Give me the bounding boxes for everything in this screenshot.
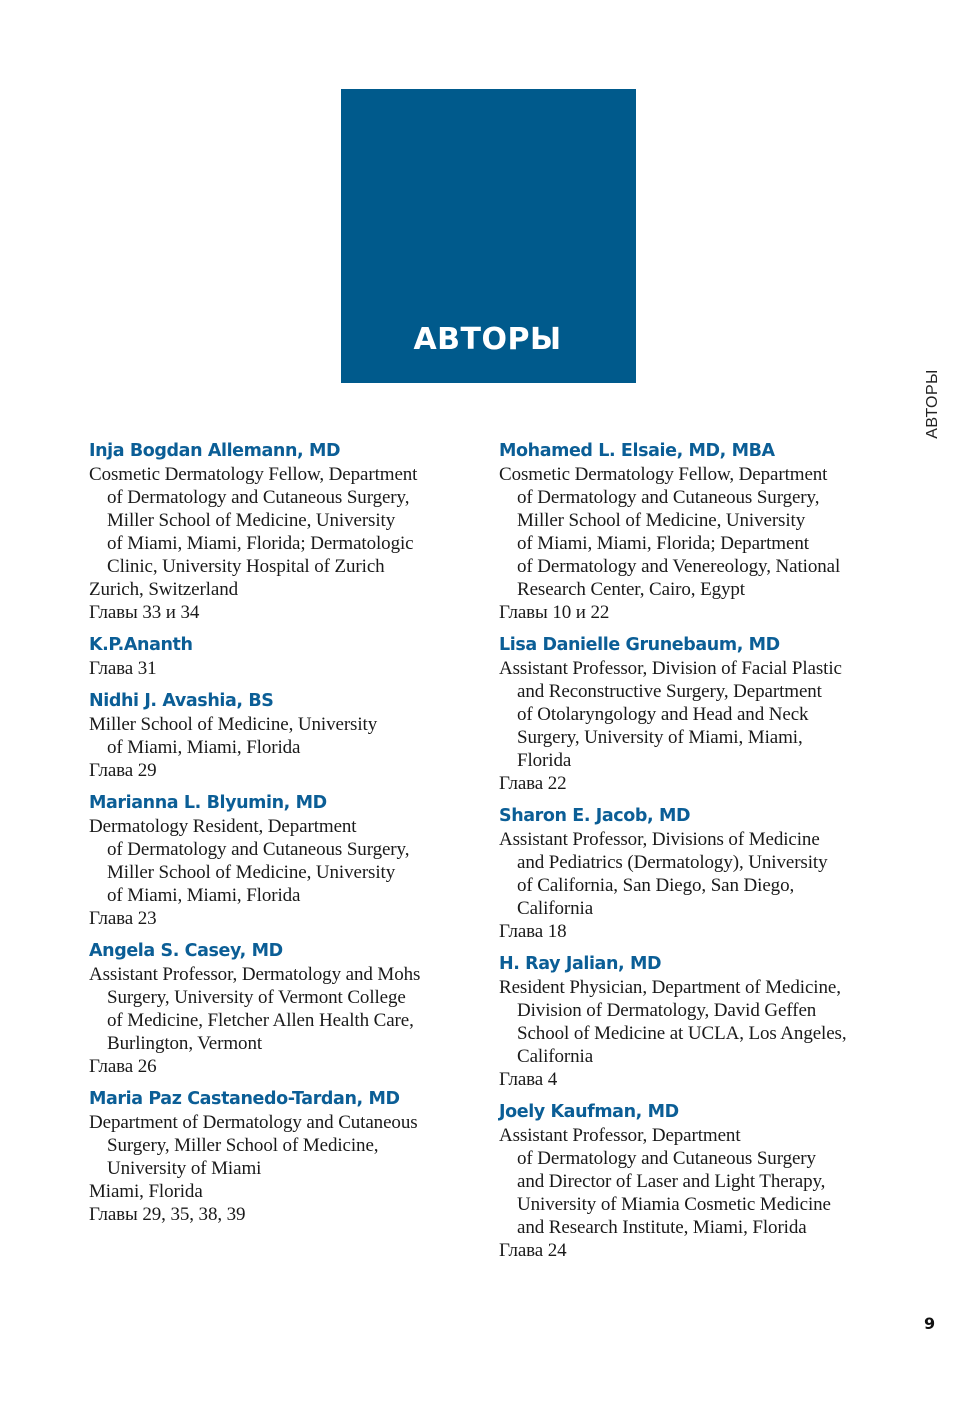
author-entry (499, 953, 899, 1091)
affiliation-line: Surgery, University of Miami, Miami, (517, 727, 803, 748)
affiliation-line: Глава 24 (499, 1240, 567, 1261)
affiliation-line: and Director of Laser and Light Therapy, (517, 1171, 826, 1192)
author-name: Joely Kaufman, MD (499, 1102, 679, 1122)
affiliation-line: Assistant Professor, Dermatology and Mohs (89, 964, 421, 985)
side-label-text: АВТОРЫ (924, 369, 942, 439)
author-name: Marianna L. Blyumin, MD (89, 793, 327, 813)
affiliation-line: Глава 22 (499, 773, 567, 794)
affiliation-line: Глава 23 (89, 908, 157, 929)
affiliation-line: Surgery, University of Vermont College (107, 987, 406, 1008)
authors-right-column (499, 440, 899, 1272)
affiliation-line: Clinic, University Hospital of Zurich (107, 556, 385, 577)
affiliation-line: University of Miamia Cosmetic Medicine (517, 1194, 831, 1215)
author-entry (89, 1088, 479, 1226)
affiliation-line: Burlington, Vermont (107, 1033, 263, 1054)
author-name: Angela S. Casey, MD (89, 941, 283, 961)
affiliation-line: Assistant Professor, Department (499, 1125, 741, 1146)
affiliation-line: and Research Institute, Miami, Florida (517, 1217, 807, 1238)
author-name: K.P.Ananth (89, 635, 193, 655)
affiliation-line: of Dermatology and Cutaneous Surgery (517, 1148, 816, 1169)
author-name: Sharon E. Jacob, MD (499, 806, 691, 826)
author-entry (89, 440, 479, 624)
affiliation-line: of Miami, Miami, Florida; Dermatologic (107, 533, 414, 554)
affiliation-line: of Dermatology and Cutaneous Surgery, (107, 487, 410, 508)
author-entry (89, 690, 479, 782)
affiliation-line: Miller School of Medicine, University (107, 510, 396, 531)
author-name: Lisa Danielle Grunebaum, MD (499, 635, 780, 655)
author-entry (89, 634, 479, 680)
affiliation-line: of Miami, Miami, Florida; Department (517, 533, 809, 554)
affiliation-line: and Reconstructive Surgery, Department (517, 681, 822, 702)
affiliation-line: Miller School of Medicine, University (517, 510, 806, 531)
affiliation-line: California (517, 898, 594, 919)
author-entry (89, 940, 479, 1078)
affiliation-line: Division of Dermatology, David Geffen (517, 1000, 817, 1021)
affiliation-line: Cosmetic Dermatology Fellow, Department (89, 464, 418, 485)
affiliation-line: Глава 29 (89, 760, 157, 781)
affiliation-line: California (517, 1046, 594, 1067)
affiliation-line: Research Center, Cairo, Egypt (517, 579, 745, 600)
author-name: Inja Bogdan Allemann, MD (89, 441, 341, 461)
affiliation-line: Dermatology Resident, Department (89, 816, 357, 837)
author-name: Maria Paz Castanedo-Tardan, MD (89, 1089, 400, 1109)
affiliation-line: Zurich, Switzerland (89, 579, 238, 600)
affiliation-line: Miller School of Medicine, University (107, 862, 396, 883)
affiliation-line: Miller School of Medicine, University (89, 714, 378, 735)
affiliation-line: of Dermatology and Venereology, National (517, 556, 841, 577)
author-entry (89, 792, 479, 930)
page-number: 9 (924, 1314, 936, 1333)
affiliation-line: Глава 26 (89, 1056, 157, 1077)
affiliation-line: Главы 33 и 34 (89, 602, 200, 623)
affiliation-line: of Medicine, Fletcher Allen Health Care, (107, 1010, 414, 1031)
side-running-head (918, 370, 948, 438)
author-name: Mohamed L. Elsaie, MD, MBA (499, 441, 775, 461)
affiliation-line: University of Miami (107, 1158, 262, 1179)
affiliation-line: of California, San Diego, San Diego, (517, 875, 795, 896)
affiliation-line: of Miami, Miami, Florida (107, 885, 301, 906)
affiliation-line: of Miami, Miami, Florida (107, 737, 301, 758)
affiliation-line: School of Medicine at UCLA, Los Angeles, (517, 1023, 847, 1044)
affiliation-line: and Pediatrics (Dermatology), University (517, 852, 828, 873)
affiliation-line: of Dermatology and Cutaneous Surgery, (517, 487, 820, 508)
affiliation-line: Главы 29, 35, 38, 39 (89, 1204, 246, 1225)
affiliation-line: Department of Dermatology and Cutaneous (89, 1112, 418, 1133)
affiliation-line: Главы 10 и 22 (499, 602, 610, 623)
page-title: АВТОРЫ (413, 322, 562, 357)
author-entry (499, 634, 899, 795)
affiliation-line: Florida (517, 750, 572, 771)
affiliation-line: Глава 31 (89, 658, 157, 679)
affiliation-line: Resident Physician, Department of Medicine, (499, 977, 841, 998)
affiliation-line: Miami, Florida (89, 1181, 203, 1202)
affiliation-line: Assistant Professor, Divisions of Medicine (499, 829, 820, 850)
affiliation-line: Cosmetic Dermatology Fellow, Department (499, 464, 828, 485)
affiliation-line: of Otolaryngology and Head and Neck (517, 704, 809, 725)
affiliation-line: Глава 4 (499, 1069, 558, 1090)
authors-left-column (89, 440, 479, 1236)
author-entry (499, 1101, 899, 1262)
affiliation-line: Глава 18 (499, 921, 567, 942)
author-entry (499, 805, 899, 943)
affiliation-line: Surgery, Miller School of Medicine, (107, 1135, 379, 1156)
affiliation-line: of Dermatology and Cutaneous Surgery, (107, 839, 410, 860)
author-name: H. Ray Jalian, MD (499, 954, 662, 974)
affiliation-line: Assistant Professor, Division of Facial Plastic (499, 658, 842, 679)
author-entry (499, 440, 899, 624)
author-name: Nidhi J. Avashia, BS (89, 691, 274, 711)
